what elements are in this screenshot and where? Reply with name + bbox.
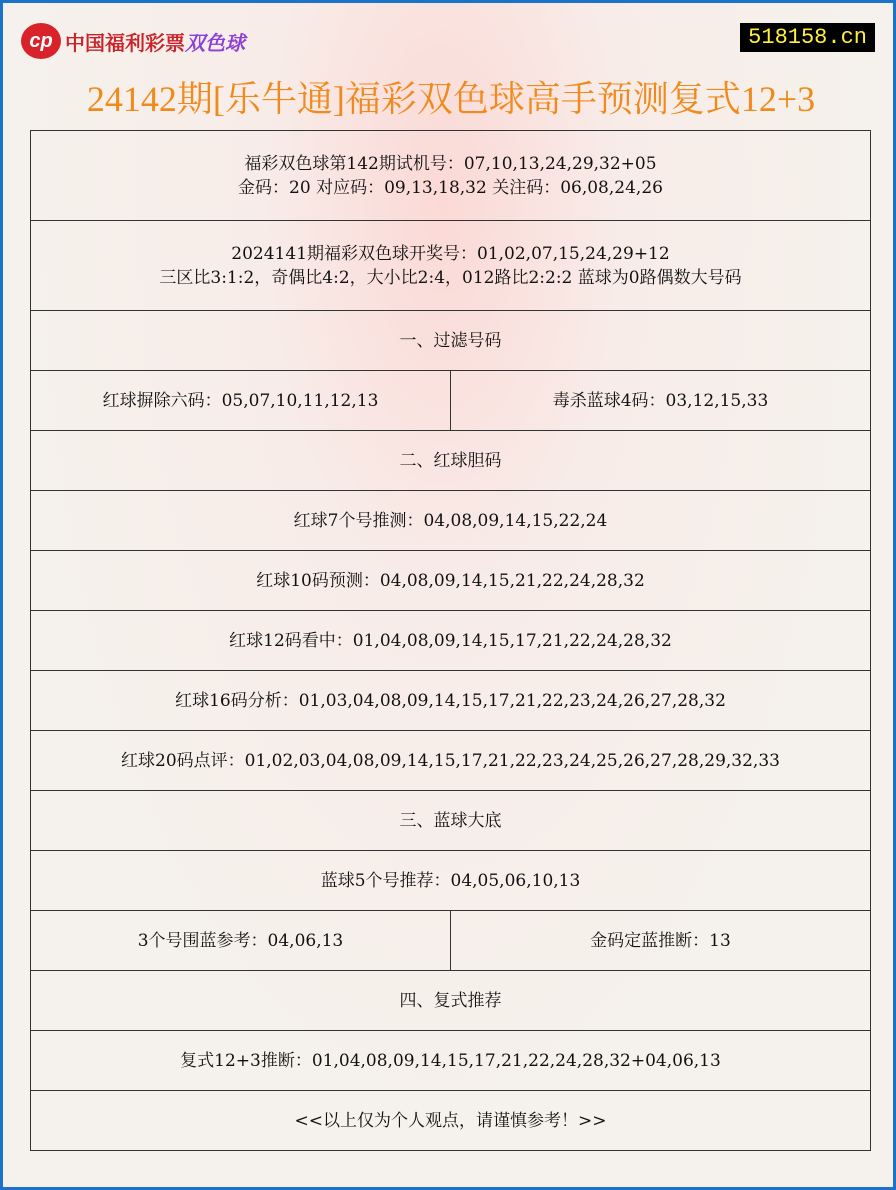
blue-5: 蓝球5个号推荐：04,05,06,10,13 — [31, 851, 871, 911]
blue-gold: 金码定蓝推断：13 — [451, 911, 871, 971]
section-heading: 二、红球胆码 — [31, 431, 871, 491]
red-7: 红球7个号推测：04,08,09,14,15,22,24 — [31, 491, 871, 551]
disclaimer: <<以上仅为个人观点，请谨慎参考！>> — [31, 1091, 871, 1151]
red-12: 红球12码看中：01,04,08,09,14,15,17,21,22,24,28,32 — [31, 611, 871, 671]
logo — [21, 23, 245, 59]
red-exclude: 红球摒除六码：05,07,10,11,12,13 — [31, 371, 451, 431]
section-heading: 一、过滤号码 — [31, 311, 871, 371]
section-heading: 四、复式推荐 — [31, 971, 871, 1031]
trial-numbers: 福彩双色球第142期试机号：07,10,13,24,29,32+05 金码：20 对应码：09,13,18,32 关注码：06,08,24,26 — [31, 131, 871, 221]
last-draw: 2024141期福彩双色球开奖号：01,02,07,15,24,29+12 三区比3:1:2，奇偶比4:2，大小比2:4，012路比2:2:2 蓝球为0路偶数大号码 — [31, 221, 871, 311]
blue-kill: 毒杀蓝球4码：03,12,15,33 — [451, 371, 871, 431]
logo-text: 中国福利彩票 — [65, 30, 185, 55]
prediction-table — [30, 130, 871, 1151]
section-heading: 三、蓝球大底 — [31, 791, 871, 851]
page-title: 24142期[乐牛通]福彩双色球高手预测复式12+3 — [86, 79, 816, 119]
combo-recommendation: 复式12+3推断：01,04,08,09,14,15,17,21,22,24,28,32+04,06,13 — [31, 1031, 871, 1091]
red-20: 红球20码点评：01,02,03,04,08,09,14,15,17,21,22,23,24,25,26,27,28,29,32,33 — [31, 731, 871, 791]
site-badge: 518158.cn — [740, 23, 875, 52]
cwl-logo-icon: cp — [21, 23, 61, 59]
blue-3: 3个号围蓝参考：04,06,13 — [31, 911, 451, 971]
red-16: 红球16码分析：01,03,04,08,09,14,15,17,21,22,23,24,26,27,28,32 — [31, 671, 871, 731]
logo-ssq: 双色球 — [185, 30, 245, 55]
red-10: 红球10码预测：04,08,09,14,15,21,22,24,28,32 — [31, 551, 871, 611]
